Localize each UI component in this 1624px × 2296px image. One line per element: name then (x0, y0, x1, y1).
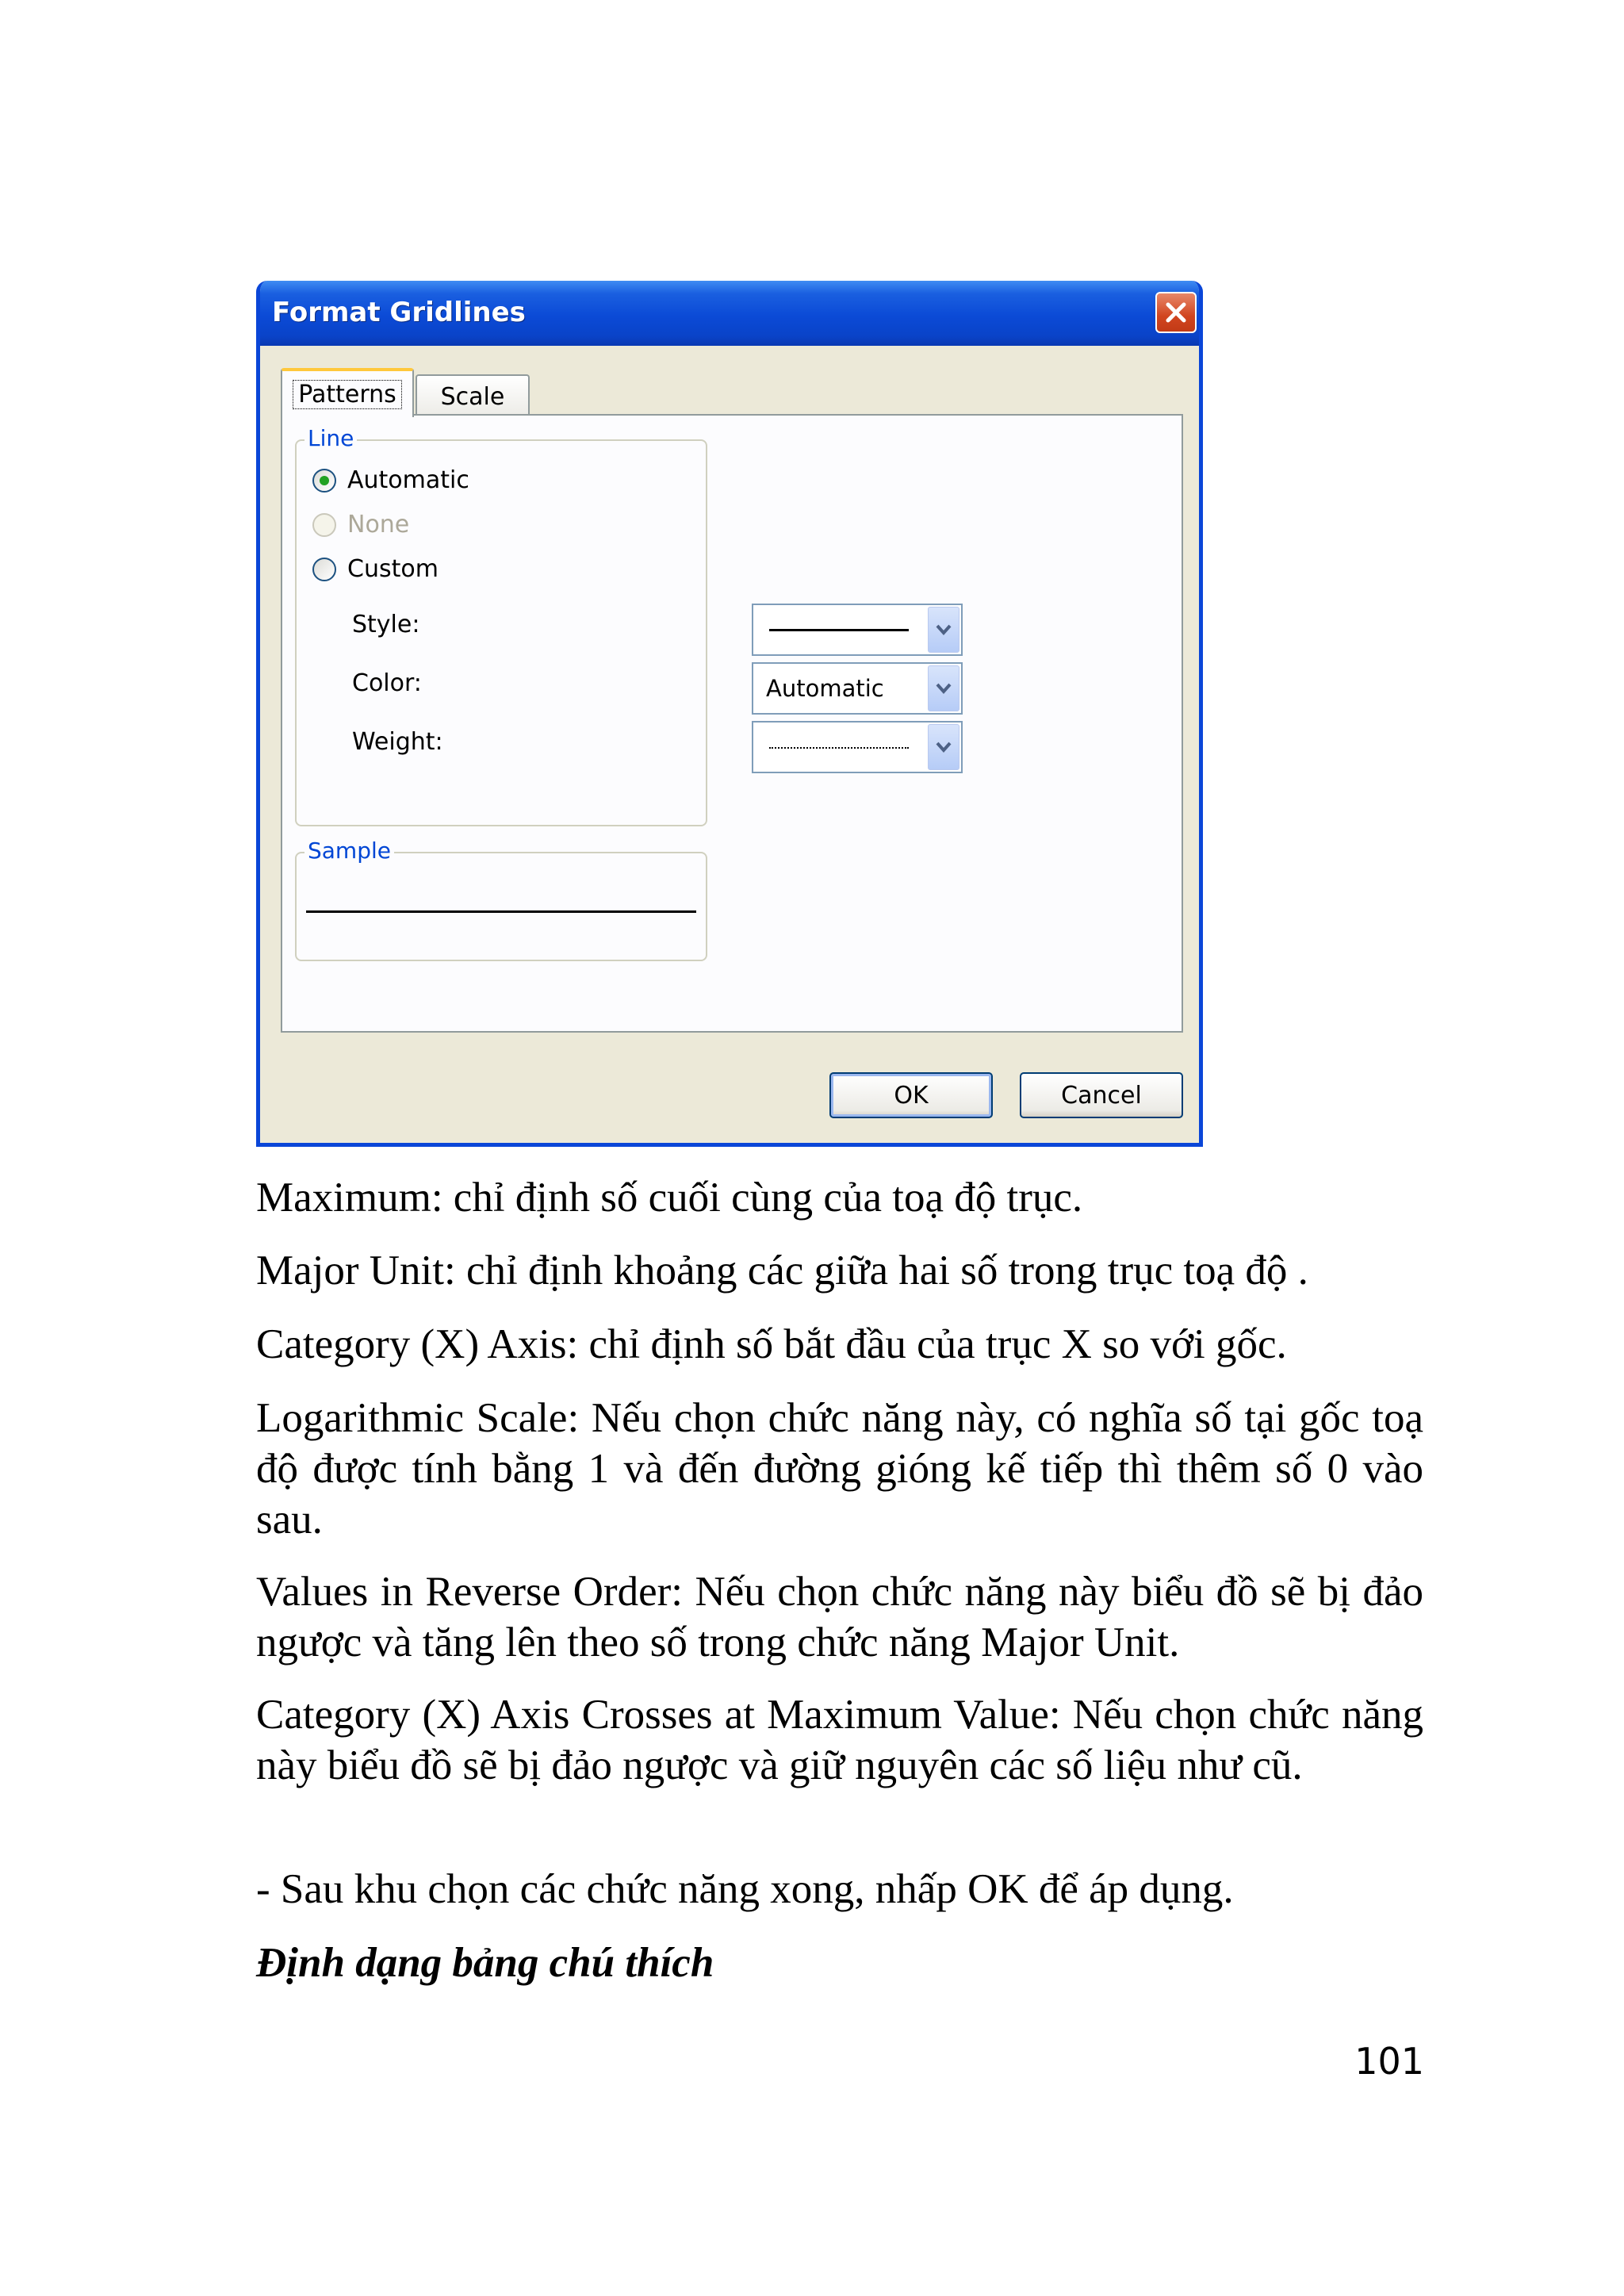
style-sample-line (769, 629, 909, 631)
patterns-panel (281, 414, 1183, 1033)
page-number: 101 (1354, 2040, 1424, 2083)
radio-automatic-indicator (312, 469, 336, 493)
weight-sample-line (769, 747, 909, 749)
dialog-title: Format Gridlines (272, 297, 526, 328)
tab-scale[interactable] (416, 374, 530, 417)
color-value: Automatic (766, 675, 884, 702)
paragraph-category-axis: Category (X) Axis: chỉ định số bắt đầu của trục X so với gốc. (256, 1321, 1287, 1367)
weight-label: Weight: (352, 728, 443, 756)
radio-custom[interactable] (312, 555, 439, 583)
color-dropdown-button[interactable] (928, 665, 959, 711)
paragraph-major-unit: Major Unit: chỉ định khoảng các giữa hai số trong trục toạ độ . (256, 1248, 1308, 1294)
sample-groupbox (295, 838, 707, 961)
sample-line (306, 910, 696, 913)
style-dropdown-button[interactable] (928, 607, 959, 653)
cancel-button[interactable] (1020, 1072, 1183, 1118)
ok-button-label: OK (894, 1081, 929, 1110)
ok-button[interactable] (829, 1072, 993, 1118)
paragraph-reverse-order: Values in Reverse Order: Nếu chọn chức năng này biểu đồ sẽ bị đảo ngược và tăng lên theo số trong chức năng Major Unit. (256, 1569, 1423, 1665)
radio-automatic-label: Automatic (347, 466, 469, 494)
close-icon (1163, 300, 1189, 325)
sample-group-legend: Sample (304, 838, 394, 864)
tab-patterns-label: Patterns (293, 380, 402, 409)
tab-patterns[interactable] (281, 368, 414, 417)
section-heading: Định dạng bảng chú thích (256, 1940, 714, 1986)
chevron-down-icon (935, 623, 952, 636)
radio-none-indicator (312, 513, 336, 537)
radio-custom-indicator (312, 558, 336, 581)
line-group-legend: Line (304, 425, 357, 451)
radio-custom-label: Custom (347, 555, 439, 583)
radio-none (312, 511, 409, 539)
tab-scale-label: Scale (440, 382, 505, 411)
paragraph-crosses-at-maximum: Category (X) Axis Crosses at Maximum Value: Nếu chọn chức năng này biểu đồ sẽ bị đảo ngược và giữ nguyên các số liệu như cũ. (256, 1692, 1423, 1788)
close-button[interactable] (1155, 292, 1197, 333)
format-gridlines-dialog (256, 281, 1203, 1147)
radio-automatic[interactable] (312, 466, 469, 494)
chevron-down-icon (935, 682, 952, 695)
cancel-button-label: Cancel (1061, 1081, 1142, 1110)
paragraph-apply-note: - Sau khu chọn các chức năng xong, nhấp OK để áp dụng. (256, 1866, 1234, 1912)
radio-none-label: None (347, 511, 410, 539)
style-dropdown[interactable] (752, 604, 963, 656)
color-label: Color: (352, 669, 422, 697)
dialog-titlebar (256, 281, 1203, 346)
color-dropdown[interactable] (752, 662, 963, 715)
weight-dropdown[interactable] (752, 721, 963, 773)
weight-dropdown-button[interactable] (928, 724, 959, 770)
style-label: Style: (352, 611, 420, 638)
chevron-down-icon (935, 741, 952, 753)
paragraph-maximum: Maximum: chỉ định số cuối cùng của toạ độ trục. (256, 1175, 1083, 1221)
paragraph-logarithmic-scale: Logarithmic Scale: Nếu chọn chức năng này, có nghĩa số tại gốc toạ độ được tính bằng 1 và đến đường gióng kế tiếp thì thêm số 0 vào sau. (256, 1395, 1423, 1543)
